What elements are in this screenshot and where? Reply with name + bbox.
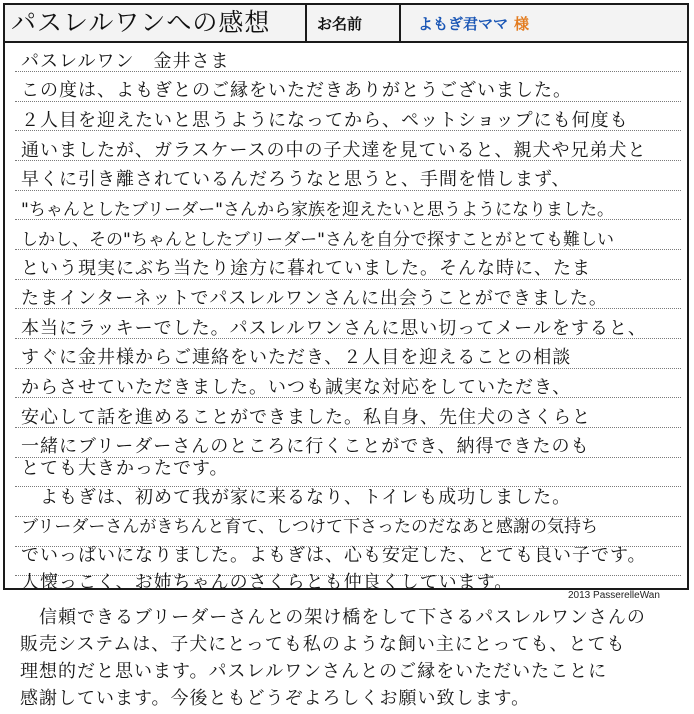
continuation-line: 信頼できるブリーダーさんとの架け橋をして下さるパスレルワンさんの	[20, 607, 646, 628]
header-divider	[305, 5, 307, 41]
customer-name-field	[418, 13, 529, 34]
card-header	[5, 5, 687, 43]
letter-line: ２人目を迎えたいと思うようになってから、ペットショップにも何度も	[21, 110, 629, 131]
continuation-line: 理想的だと思います。パスレルワンさんとのご縁をいただいたことに	[20, 661, 608, 682]
letter-line: たまインターネットでパスレルワンさんに出会うことができました。	[21, 288, 608, 309]
letter-line: この度は、よもぎとのご縁をいただきありがとうございました。	[21, 80, 572, 101]
letter-line: すぐに金井様からご連絡をいただき、２人目を迎えることの相談	[21, 347, 572, 368]
letter-line: 本当にラッキーでした。パスレルワンさんに思い切ってメールをすると、	[21, 318, 647, 339]
letter-line: しかし、その"ちゃんとしたブリーダー"さんを自分で探すことがとても難しい	[21, 230, 614, 250]
letter-line: 一緒にブリーダーさんのところに行くことができ、納得できたのも	[21, 436, 590, 457]
letter-line: 人懐っこく、お姉ちゃんのさくらとも仲良くしています。	[21, 572, 514, 593]
name-label: お名前	[317, 15, 363, 33]
letter-line: という現実にぶち当たり途方に暮れていました。そんな時に、たま	[21, 258, 591, 279]
letter-line: ブリーダーさんがきちんと育て、しつけて下さったのだなあと感謝の気持ち	[21, 517, 598, 537]
letter-line: "ちゃんとしたブリーダー"さんから家族を迎えたいと思うようになりました。	[21, 200, 614, 220]
customer-name: よもぎ君ママ	[418, 15, 509, 33]
letter-line: よもぎは、初めて我が家に来るなり、トイレも成功しました。	[21, 487, 572, 508]
continuation-line: 感謝しています。今後ともどうぞよろしくお願い致します。	[20, 688, 531, 709]
honorific: 様	[514, 15, 530, 33]
letter-line: 安心して話を進めることができました。私自身、先住犬のさくらと	[21, 407, 591, 428]
copyright-text: 2013 PasserelleWan	[568, 590, 660, 601]
letter-line: でいっぱいになりました。よもぎは、心も安定した、とても良い子です。	[21, 545, 647, 566]
letter-line: 通いましたが、ガラスケースの中の子犬達を見ていると、親犬や兄弟犬と	[21, 140, 647, 161]
letter-line: とても大きかったです。	[21, 458, 229, 479]
letter-line: 早くに引き離されているんだろうなと思うと、手間を惜しまず、	[21, 169, 571, 190]
letter-line: からさせていただきました。いつも誠実な対応をしていただき、	[21, 377, 572, 398]
continuation-line: 販売システムは、子犬にとっても私のような飼い主にとっても、とても	[20, 634, 626, 655]
page-title: パスレルワンへの感想	[11, 8, 271, 37]
letter-line: パスレルワン 金井さま	[21, 51, 230, 72]
header-divider	[399, 5, 401, 41]
review-card	[3, 3, 689, 593]
